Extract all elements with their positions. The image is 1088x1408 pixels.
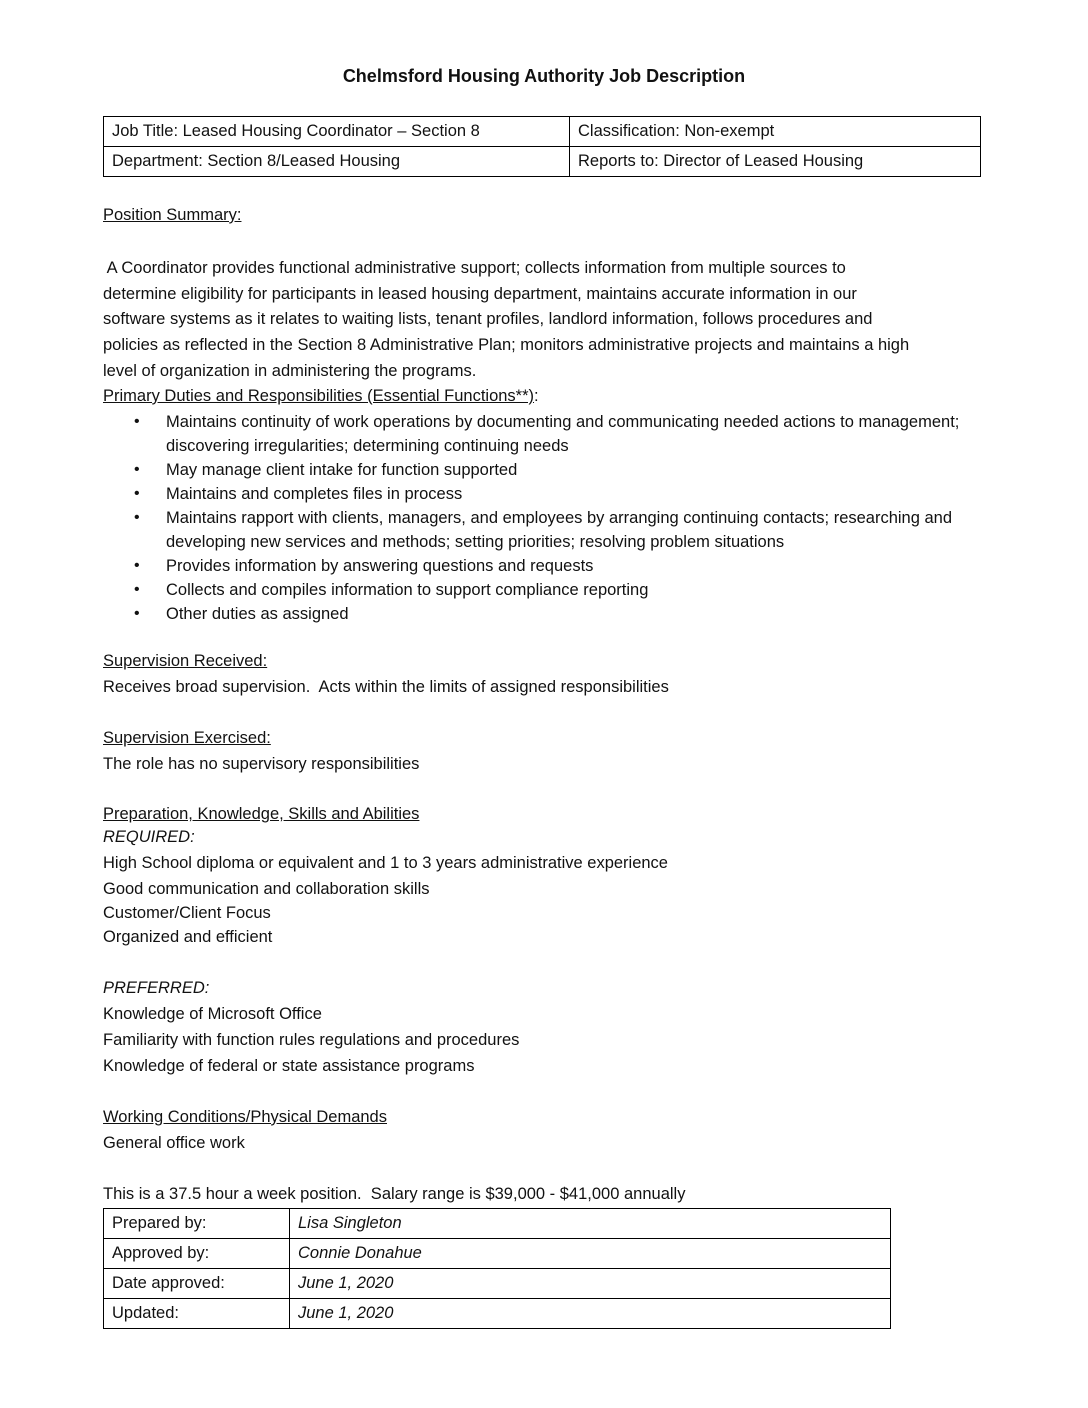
- required-label: REQUIRED:: [103, 828, 195, 846]
- signoff-value: June 1, 2020: [290, 1299, 891, 1329]
- duties-list: [103, 410, 1003, 626]
- list-item: • May manage client intake for function supported: [103, 458, 1003, 482]
- table-row: [104, 1209, 891, 1239]
- supervision-exercised-text: The role has no supervisory responsibilities: [103, 755, 420, 773]
- signoff-table: [103, 1208, 891, 1329]
- working-conditions-heading: Working Conditions/Physical Demands: [103, 1108, 387, 1126]
- job-title-cell: Job Title: Leased Housing Coordinator – Section 8: [104, 117, 570, 147]
- summary-line: A Coordinator provides functional administrative support; collects information from multiple sources to: [103, 258, 846, 277]
- reports-to-cell: Reports to: Director of Leased Housing: [570, 147, 981, 177]
- table-row: [104, 1239, 891, 1269]
- summary-line: policies as reflected in the Section 8 Administrative Plan; monitors administrative projects and maintains a high: [103, 336, 910, 355]
- summary-line: software systems as it relates to waiting lists, tenant profiles, landlord information, follows procedures and: [103, 310, 873, 329]
- signoff-label: Date approved:: [104, 1269, 290, 1299]
- supervision-exercised-heading: Supervision Exercised:: [103, 729, 271, 747]
- signoff-value: Connie Donahue: [290, 1239, 891, 1269]
- list-item: • Other duties as assigned: [103, 602, 1003, 626]
- table-row: [104, 1299, 891, 1329]
- duties-heading-wrap: [103, 384, 539, 410]
- list-item: • Collects and compiles information to support compliance reporting: [103, 578, 1003, 602]
- required-item: Organized and efficient: [103, 928, 273, 946]
- summary-line: level of organization in administering the programs.: [103, 361, 477, 380]
- duties-heading-suffix: :: [534, 387, 539, 405]
- signoff-value: June 1, 2020: [290, 1269, 891, 1299]
- list-item: • Maintains and completes files in process: [103, 482, 1003, 506]
- signoff-value: Lisa Singleton: [290, 1209, 891, 1239]
- department-cell: Department: Section 8/Leased Housing: [104, 147, 570, 177]
- working-conditions-text: General office work: [103, 1134, 245, 1152]
- required-item: Customer/Client Focus: [103, 904, 271, 922]
- duties-heading: Primary Duties and Responsibilities (Essential Functions**): [103, 387, 535, 405]
- document-title: Chelmsford Housing Authority Job Description: [342, 66, 746, 86]
- list-item: • Maintains rapport with clients, managers, and employees by arranging continuing contacts; researching and developing new services and methods; setting priorities; resolving problem situations: [103, 506, 1026, 554]
- qualifications-heading: Preparation, Knowledge, Skills and Abilities: [103, 805, 420, 823]
- required-item: Good communication and collaboration skills: [103, 880, 430, 898]
- signoff-label: Approved by:: [104, 1239, 290, 1269]
- signoff-label: Prepared by:: [104, 1209, 290, 1239]
- supervision-received-text: Receives broad supervision. Acts within the limits of assigned responsibilities: [103, 678, 669, 696]
- job-header-table: [103, 116, 981, 177]
- classification-cell: Classification: Non-exempt: [570, 117, 981, 147]
- table-row: [104, 1269, 891, 1299]
- supervision-received-heading: Supervision Received:: [103, 652, 268, 670]
- list-item: • Provides information by answering questions and requests: [103, 554, 1003, 578]
- position-summary-heading: Position Summary:: [103, 206, 242, 224]
- summary-line: determine eligibility for participants in leased housing department, maintains accurate information in our: [103, 284, 857, 303]
- preferred-item: Knowledge of federal or state assistance programs: [103, 1057, 475, 1075]
- preferred-item: Familiarity with function rules regulations and procedures: [103, 1031, 520, 1049]
- list-item: • Maintains continuity of work operations by documenting and communicating needed actions to management; discovering irregularities; determining continuing needs: [103, 410, 1006, 458]
- required-item: High School diploma or equivalent and 1 to 3 years administrative experience: [103, 854, 668, 872]
- preferred-item: Knowledge of Microsoft Office: [103, 1005, 322, 1023]
- preferred-label: PREFERRED:: [103, 979, 210, 997]
- salary-line: This is a 37.5 hour a week position. Salary range is $39,000 - $41,000 annually: [103, 1185, 686, 1203]
- signoff-label: Updated:: [104, 1299, 290, 1329]
- position-summary-text: [103, 230, 1003, 385]
